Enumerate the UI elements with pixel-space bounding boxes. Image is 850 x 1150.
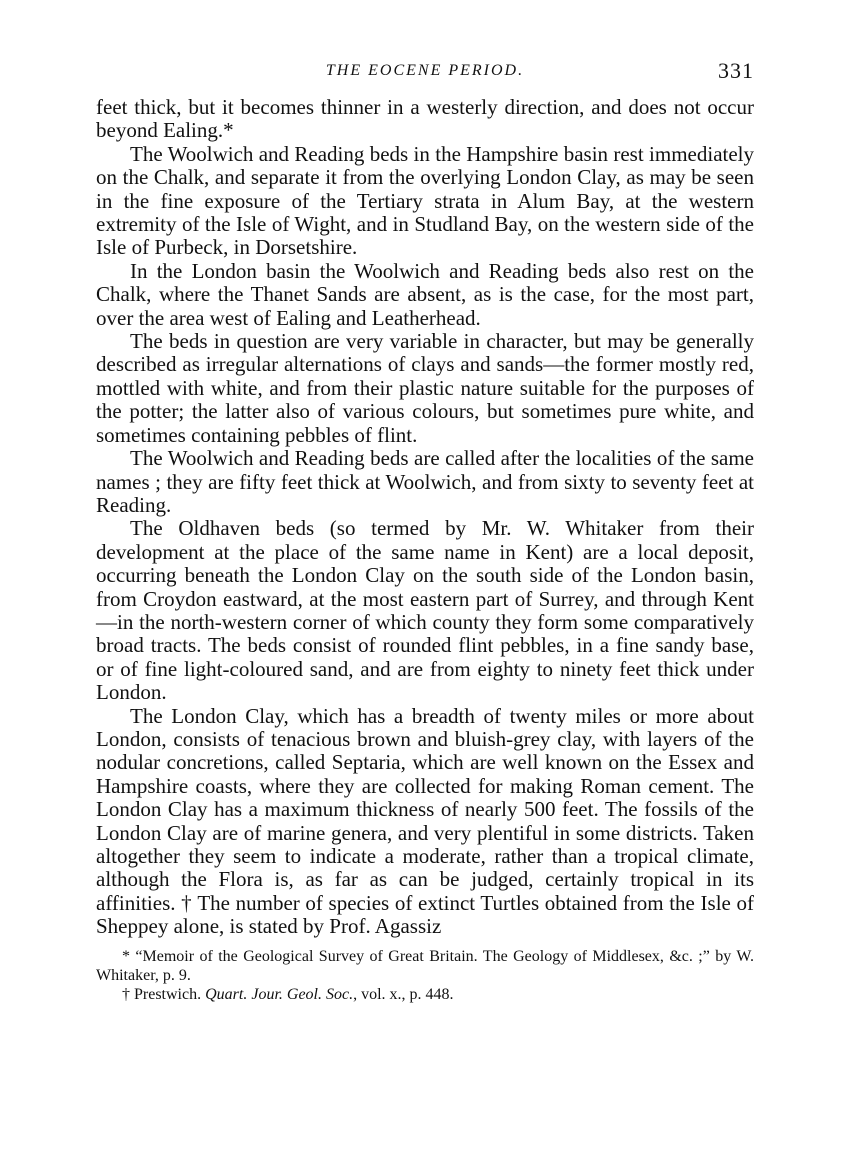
body-text bbox=[96, 96, 754, 939]
running-title: THE EOCENE PERIOD. bbox=[325, 62, 525, 79]
paragraph: The Oldhaven beds (so termed by Mr. W. Whitaker from their development at the place of the same name in Kent) are a local deposit, occurring beneath the London Clay on the south side of the London basin, from Croydon eastward, at the most eastern part of Surrey, and through Kent—in the north-western corner of which county they form some comparatively broad tracts. The beds consist of rounded flint pebbles, in a fine sandy base, or of fine light-coloured sand, and are from eighty to ninety feet thick under London. bbox=[96, 516, 754, 705]
page-number: 331 bbox=[718, 58, 754, 83]
paragraph: The London Clay, which has a breadth of twenty miles or more about London, consists of tenacious brown and bluish-grey clay, with layers of the nodular concretions, called Septaria, which are well known on the Essex and Hampshire coasts, where they are collected for making Roman cement. The London Clay has a maximum thickness of nearly 500 feet. The fossils of the London Clay are of marine genera, and very plentiful in some districts. Taken altogether they seem to indicate a moderate, rather than a tropical climate, although the Flora is, as far as can be judged, certainly tropical in its affinities. † The number of species of extinct Turtles obtained from the Isle of Sheppey alone, is stated by Prof. Agassiz bbox=[96, 703, 754, 939]
journal-title: Quart. Jour. Geol. Soc. bbox=[205, 985, 354, 1003]
paragraph: In the London basin the Woolwich and Reading beds also rest on the Chalk, where the Thanet Sands are absent, as is the case, for the most part, over the area west of Ealing and Leatherhead. bbox=[96, 258, 754, 330]
paragraph: The Woolwich and Reading beds in the Hampshire basin rest immediately on the Chalk, and separate it from the overlying London Clay, as may be seen in the fine exposure of the Tertiary strata in Alum Bay, at the western extremity of the Isle of Wight, and in Studland Bay, on the western side of the Isle of Purbeck, in Dorsetshire. bbox=[96, 141, 754, 260]
footnote-text: † Prestwich. bbox=[122, 985, 206, 1003]
paragraph: The Woolwich and Reading beds are called after the localities of the same names ; they are fifty feet thick at Woolwich, and from sixty to seventy feet at Reading. bbox=[96, 446, 754, 517]
footnote bbox=[96, 985, 754, 1004]
footnote: * “Memoir of the Geological Survey of Great Britain. The Geology of Middlesex, &c. ;” by W. Whitaker, p. 9. bbox=[96, 947, 754, 984]
paragraph: feet thick, but it becomes thinner in a westerly direction, and does not occur beyond Ealing.* bbox=[96, 95, 754, 143]
paragraph: The beds in question are very variable in character, but may be generally described as irregular alternations of clays and sands—the former mostly red, mottled with white, and from their plastic nature suitable for the purposes of the potter; the latter also of various colours, but sometimes pure white, and sometimes containing pebbles of flint. bbox=[96, 329, 754, 447]
footnote-text: , vol. x., p. 448. bbox=[353, 985, 454, 1003]
page-header bbox=[96, 58, 754, 88]
footnotes bbox=[96, 947, 754, 1004]
book-page bbox=[96, 58, 754, 1004]
